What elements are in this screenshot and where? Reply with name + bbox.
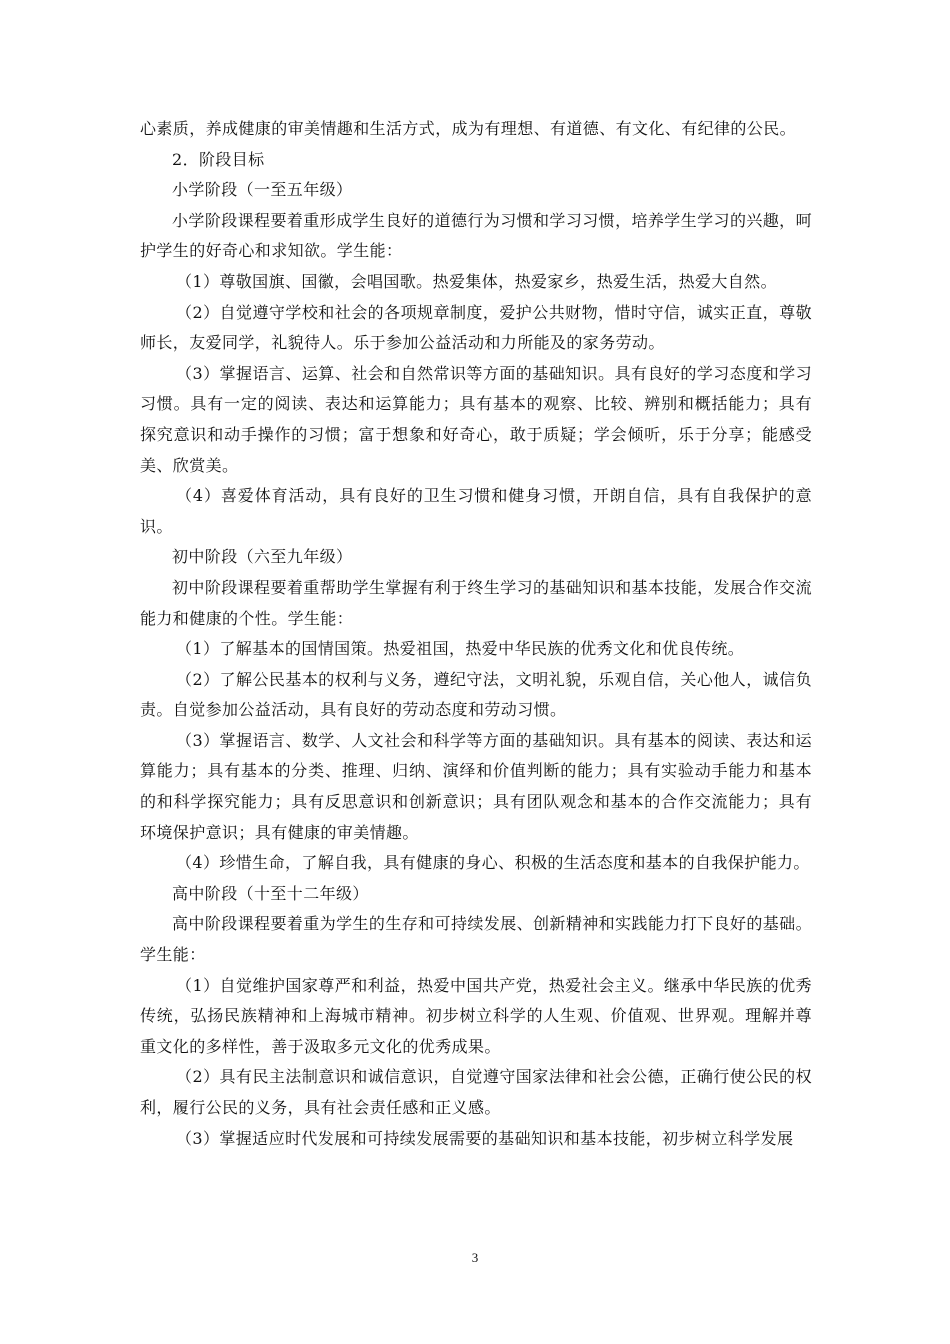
list-item-paragraph: （1）自觉维护国家尊严和利益，热爱中国共产党，热爱社会主义。继承中华民族的优秀传统，弘扬民族精神和上海城市精神。初步树立科学的人生观、价值观、世界观。理解并尊重文化的多样性，善于汲取多元文化的优秀成果。	[140, 975, 812, 1056]
body-paragraph: 小学阶段（一至五年级）	[172, 180, 353, 200]
list-item-paragraph: （1）尊敬国旗、国徽，会唱国歌。热爱集体，热爱家乡，热爱生活，热爱大自然。	[176, 271, 777, 291]
list-item-paragraph: （2）了解公民基本的权利与义务，遵纪守法，文明礼貌，乐观自信，关心他人，诚信负责。自觉参加公益活动，具有良好的劳动态度和劳动习惯。	[140, 669, 812, 720]
body-paragraph: 初中阶段课程要着重帮助学生掌握有利于终生学习的基础知识和基本技能，发展合作交流能力和健康的个性。学生能：	[140, 577, 812, 628]
body-paragraph: 小学阶段课程要着重形成学生良好的道德行为习惯和学习习惯，培养学生学习的兴趣，呵护学生的好奇心和求知欲。学生能：	[140, 210, 812, 261]
list-item-paragraph: （3）掌握语言、数学、人文社会和科学等方面的基础知识。具有基本的阅读、表达和运算能力；具有基本的分类、推理、归纳、演绎和价值判断的能力；具有实验动手能力和基本的和科学探究能力；具有反思意识和创新意识；具有团队观念和基本的合作交流能力；具有环境保护意识；具有健康的审美情趣。	[140, 730, 812, 842]
body-paragraph: 初中阶段（六至九年级）	[172, 547, 353, 567]
list-item-paragraph: （4）喜爱体育活动，具有良好的卫生习惯和健身习惯，开朗自信，具有自我保护的意识。	[140, 486, 812, 536]
document-body	[140, 114, 812, 1154]
body-paragraph: 高中阶段（十至十二年级）	[172, 883, 369, 903]
list-item-paragraph: （3）掌握适应时代发展和可持续发展需要的基础知识和基本技能，初步树立科学发展	[176, 1128, 794, 1148]
page-number: 3	[471, 1250, 479, 1265]
body-paragraph: 2．阶段目标	[172, 149, 265, 169]
list-item-paragraph: （2）自觉遵守学校和社会的各项规章制度，爱护公共财物，惜时守信，诚实正直，尊敬师长，友爱同学，礼貌待人。乐于参加公益活动和力所能及的家务劳动。	[140, 302, 812, 353]
list-item-paragraph: （3）掌握语言、运算、社会和自然常识等方面的基础知识。具有良好的学习态度和学习习惯。具有一定的阅读、表达和运算能力；具有基本的观察、比较、辨别和概括能力；具有探究意识和动手操作的习惯；富于想象和好奇心，敢于质疑；学会倾听，乐于分享；能感受美、欣赏美。	[140, 363, 812, 475]
list-item-paragraph: （2）具有民主法制意识和诚信意识，自觉遵守国家法律和社会公德，正确行使公民的权利，履行公民的义务，具有社会责任感和正义感。	[140, 1067, 812, 1117]
list-item-paragraph: （1）了解基本的国情国策。热爱祖国，热爱中华民族的优秀文化和优良传统。	[176, 639, 745, 659]
list-item-paragraph: （4）珍惜生命，了解自我，具有健康的身心、积极的生活态度和基本的自我保护能力。	[176, 853, 810, 873]
continued-paragraph: 心素质，养成健康的审美情趣和生活方式，成为有理想、有道德、有文化、有纪律的公民。	[140, 119, 797, 138]
body-paragraph: 高中阶段课程要着重为学生的生存和可持续发展、创新精神和实践能力打下良好的基础。学生能：	[140, 914, 812, 965]
